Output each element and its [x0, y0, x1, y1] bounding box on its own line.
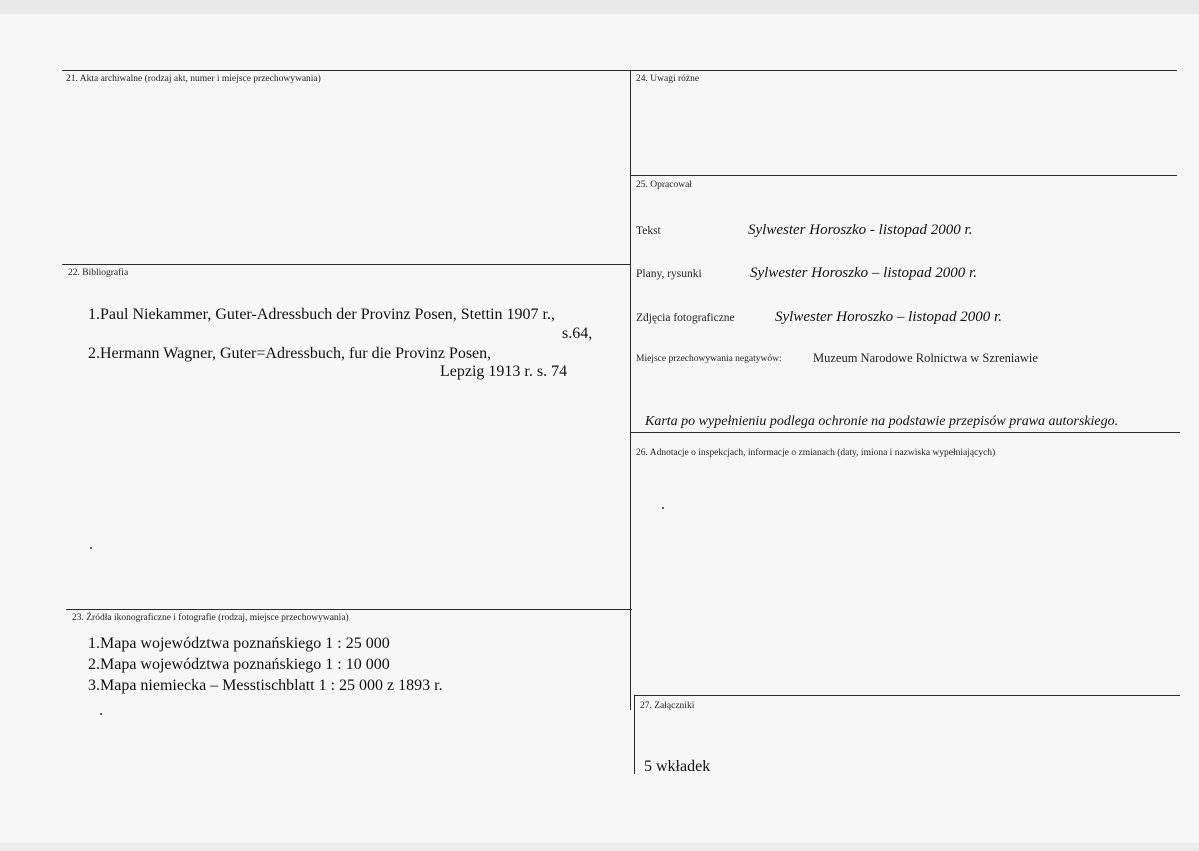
divider-section-23: [66, 609, 632, 610]
photos-author-value: Sylwester Horoszko – listopad 2000 r.: [775, 309, 1002, 325]
iconographic-item: 3.Mapa niemiecka – Messtischblatt 1 : 25 000 z 1893 r.: [88, 677, 443, 694]
bibliography-item-2-place: Lepzig 1913 r. s. 74: [440, 363, 568, 380]
copyright-notice: Karta po wypełnieniu podlega ochronie na podstawie przepisów prawa autorskiego.: [645, 414, 1119, 429]
negatives-location-label: Miejsce przechowywania negatywów:: [636, 354, 782, 364]
divider-section-25: [630, 175, 1177, 176]
section-25-heading: 25. Opracował: [636, 180, 692, 190]
text-author-value: Sylwester Horoszko - listopad 2000 r.: [748, 222, 973, 238]
divider-top: [62, 70, 1177, 71]
divider-section-27: [634, 695, 1180, 696]
stray-mark: [100, 713, 102, 715]
page-bottom-edge: [0, 843, 1199, 851]
divider-attachments: [634, 696, 635, 774]
divider-section-22: [62, 264, 630, 265]
section-24-heading: 24. Uwagi różne: [636, 74, 700, 84]
page-top-edge: [0, 0, 1199, 14]
stray-mark: [662, 507, 664, 509]
divider-section-26: [630, 432, 1180, 433]
iconographic-item: 2.Mapa województwa poznańskiego 1 : 10 000: [88, 656, 390, 673]
section-22-heading: 22. Bibliografia: [68, 268, 129, 278]
bibliography-item-2: 2.Hermann Wagner, Guter=Adressbuch, fur die Provinz Posen,: [88, 345, 492, 362]
section-23-heading: 23. Źródła ikonograficzne i fotografie (rodzaj, miejsce przechowywania): [72, 613, 349, 623]
iconographic-item: 1.Mapa województwa poznańskiego 1 : 25 000: [88, 635, 390, 652]
divider-center: [630, 70, 631, 710]
text-author-label: Tekst: [636, 225, 661, 237]
section-21-heading: 21. Akta archiwalne (rodzaj akt, numer i miejsce przechowywania): [66, 74, 321, 84]
negatives-location-value: Muzeum Narodowe Rolnictwa w Szreniawie: [813, 351, 1038, 365]
attachments-value: 5 wkładek: [644, 758, 711, 775]
section-26-heading: 26. Adnotacje o inspekcjach, informacje o zmianach (daty, imiona i nazwiska wypełniających): [636, 448, 996, 458]
section-27-heading: 27. Załączniki: [640, 701, 695, 711]
stray-mark: [90, 547, 92, 549]
photos-author-label: Zdjęcia fotograficzne: [636, 312, 735, 324]
plans-author-label: Plany, rysunki: [636, 268, 702, 280]
bibliography-item-1-page: s.64,: [562, 325, 593, 342]
bibliography-item-1: 1.Paul Niekammer, Guter-Adressbuch der Provinz Posen, Stettin 1907 r.,: [88, 306, 555, 323]
plans-author-value: Sylwester Horoszko – listopad 2000 r.: [750, 265, 977, 281]
